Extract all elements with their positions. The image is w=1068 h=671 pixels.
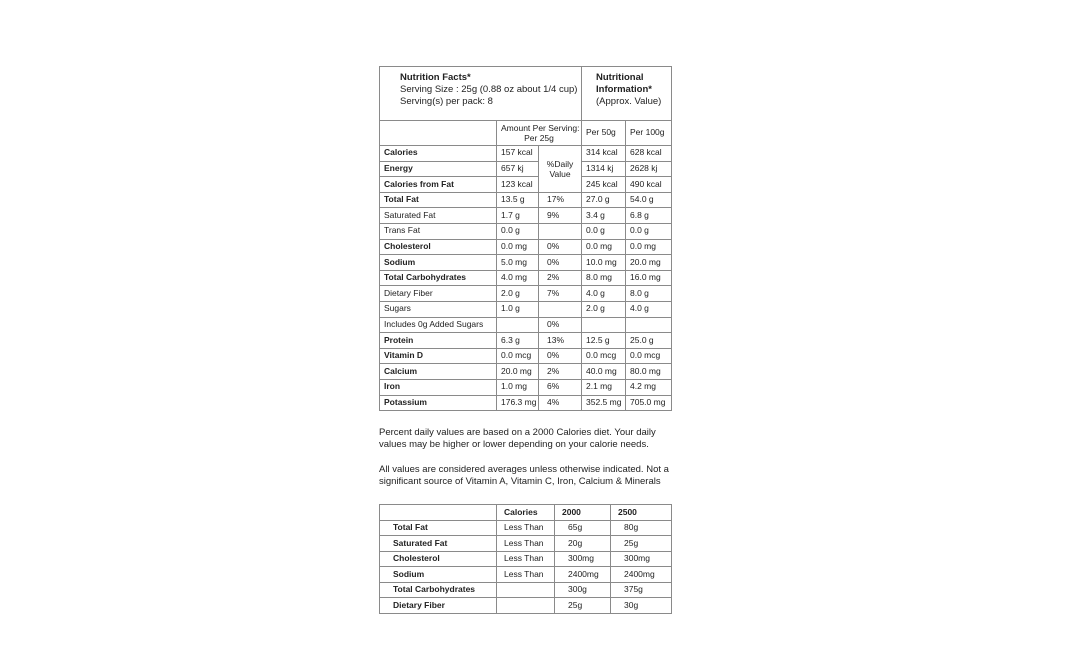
nutrient-daily-value: 2% [539,270,582,286]
nutrient-per-100g: 8.0 g [626,286,672,302]
nutrient-per-50g: 4.0 g [582,286,626,302]
nutrient-per-50g: 12.5 g [582,333,626,349]
dv-value-2500: 80g [611,520,672,536]
nutrient-per-100g: 4.0 g [626,301,672,317]
per-25g-label: Per 25g [524,133,554,143]
daily-value-row [380,551,672,567]
nutrient-row [380,208,672,224]
nutrient-name: Saturated Fat [380,208,497,224]
nutrient-per-50g: 40.0 mg [582,364,626,380]
nutrient-name: Protein [380,333,497,349]
nutrient-row [380,301,672,317]
dv-value-2500: 375g [611,582,672,598]
dv-value-2500: 300mg [611,551,672,567]
nutrient-row [380,255,672,271]
nutrient-per-100g: 628 kcal [626,146,672,162]
nutrient-daily-value: 7% [539,286,582,302]
nutrient-daily-value [539,223,582,239]
nutrient-row [380,270,672,286]
dv-value-2000: 300g [555,582,611,598]
dv-value-2000: 2400mg [555,567,611,583]
nutrient-per-100g: 54.0 g [626,192,672,208]
dv-header-2500: 2500 [611,505,672,521]
daily-value-row [380,536,672,552]
nutrient-row [380,348,672,364]
nutrient-amount: 1.0 mg [497,379,539,395]
nutrient-amount: 657 kj [497,161,539,177]
nutrient-amount: 13.5 g [497,192,539,208]
nutrient-row [380,192,672,208]
daily-value-row [380,582,672,598]
nutrient-per-50g: 2.1 mg [582,379,626,395]
nutrient-daily-value: 0% [539,317,582,333]
dv-qualifier [497,598,555,614]
percent-daily-note: Percent daily values are based on a 2000 Calories diet. Your daily values may be higher or lower depending on your calorie needs. [379,427,656,451]
nutrient-per-50g: 352.5 mg [582,395,626,411]
dv-qualifier: Less Than [497,551,555,567]
nutrient-amount: 6.3 g [497,333,539,349]
nutrient-name: Cholesterol [380,239,497,255]
nutrient-per-100g: 705.0 mg [626,395,672,411]
averages-note: All values are considered averages unless otherwise indicated. Not a significant source of Vitamin A, Vitamin C, Iron, Calcium & Minerals [379,463,669,488]
nutrient-amount: 1.7 g [497,208,539,224]
nutritional-info-header [582,67,672,121]
nutrient-per-100g: 0.0 g [626,223,672,239]
column-header-row [380,121,672,146]
nutrient-daily-value: 0% [539,239,582,255]
nutrient-per-50g: 8.0 mg [582,270,626,286]
nutrition-header-row [380,67,672,121]
nutrient-name: Dietary Fiber [380,286,497,302]
nutrient-row [380,161,672,177]
amount-per-serving-header [497,121,582,146]
daily-value-row [380,598,672,614]
serving-size: Serving Size : 25g (0.88 oz about 1/4 cup) [400,83,578,95]
nutrient-amount: 0.0 g [497,223,539,239]
dv-nutrient-name: Total Fat [380,520,497,536]
nutrient-per-50g: 27.0 g [582,192,626,208]
nutrient-row [380,379,672,395]
nutrient-daily-value: 9% [539,208,582,224]
nutrient-per-50g: 2.0 g [582,301,626,317]
daily-values-header-row [380,505,672,521]
dv-value-2500: 30g [611,598,672,614]
nutritional-info-title-1: Nutritional [596,72,644,83]
nutrient-amount: 123 kcal [497,177,539,193]
nutrient-per-100g: 20.0 mg [626,255,672,271]
nutrient-name: Calcium [380,364,497,380]
daily-value-label-1: %Daily [546,158,574,169]
nutrient-amount: 0.0 mcg [497,348,539,364]
dv-qualifier [497,582,555,598]
daily-value-label-cell [539,146,582,193]
dv-value-2000: 65g [555,520,611,536]
dv-value-2000: 300mg [555,551,611,567]
nutrient-row [380,177,672,193]
nutrient-row [380,146,672,162]
nutrient-name: Iron [380,379,497,395]
daily-value-row [380,520,672,536]
nutrient-per-100g [626,317,672,333]
nutrient-per-50g: 0.0 g [582,223,626,239]
nutrient-per-50g: 1314 kj [582,161,626,177]
nutrient-name: Total Fat [380,192,497,208]
nutrition-label-document [379,66,671,614]
nutrition-facts-table [379,66,672,411]
nutrient-amount: 0.0 mg [497,239,539,255]
nutrient-daily-value: 0% [539,255,582,271]
nutrient-row [380,317,672,333]
dv-header-calories: Calories [497,505,555,521]
dv-nutrient-name: Saturated Fat [380,536,497,552]
nutrient-name: Calories [380,146,497,162]
per-100g-header: Per 100g [626,121,672,146]
dv-nutrient-name: Sodium [380,567,497,583]
nutrient-per-50g: 0.0 mcg [582,348,626,364]
nutrient-daily-value: 0% [539,348,582,364]
nutrient-daily-value: 6% [539,379,582,395]
dv-value-2000: 20g [555,536,611,552]
nutrient-per-100g: 80.0 mg [626,364,672,380]
nutrient-amount: 157 kcal [497,146,539,162]
nutrient-amount: 4.0 mg [497,270,539,286]
nutrient-name: Vitamin D [380,348,497,364]
nutritional-info-title-2: Information* [596,83,652,95]
nutrient-row [380,364,672,380]
nutrient-daily-value: 17% [539,192,582,208]
nutrient-name: Energy [380,161,497,177]
daily-value-row [380,567,672,583]
nutrient-amount: 2.0 g [497,286,539,302]
nutrient-name: Potassium [380,395,497,411]
nutrient-daily-value: 4% [539,395,582,411]
nutrient-per-100g: 2628 kj [626,161,672,177]
nutrition-facts-header [380,67,582,121]
nutrient-row [380,333,672,349]
nutrient-row [380,395,672,411]
per-50g-header: Per 50g [582,121,626,146]
nutrient-name: Trans Fat [380,223,497,239]
blank-header-cell [380,121,497,146]
dv-value-2000: 25g [555,598,611,614]
dv-nutrient-name: Dietary Fiber [380,598,497,614]
dv-header-2000: 2000 [555,505,611,521]
nutrient-per-50g: 10.0 mg [582,255,626,271]
nutrient-daily-value [539,301,582,317]
nutrient-daily-value: 13% [539,333,582,349]
nutrient-per-100g: 0.0 mg [626,239,672,255]
dv-qualifier: Less Than [497,567,555,583]
nutrient-amount [497,317,539,333]
nutrition-facts-title: Nutrition Facts* [400,72,471,83]
dv-nutrient-name: Cholesterol [380,551,497,567]
dv-nutrient-name: Total Carbohydrates [380,582,497,598]
daily-values-table [379,504,672,614]
nutrient-name: Sodium [380,255,497,271]
nutrient-per-100g: 4.2 mg [626,379,672,395]
nutrient-row [380,223,672,239]
nutrient-amount: 20.0 mg [497,364,539,380]
nutrient-per-100g: 25.0 g [626,333,672,349]
nutrient-name: Total Carbohydrates [380,270,497,286]
approx-value-label: (Approx. Value) [596,95,662,107]
nutrient-per-100g: 0.0 mcg [626,348,672,364]
dv-header-blank [380,505,497,521]
nutrient-daily-value: 2% [539,364,582,380]
dv-qualifier: Less Than [497,520,555,536]
dv-value-2500: 25g [611,536,672,552]
dv-qualifier: Less Than [497,536,555,552]
nutrient-per-50g [582,317,626,333]
nutrient-per-100g: 6.8 g [626,208,672,224]
servings-per-pack: Serving(s) per pack: 8 [400,95,493,107]
nutrient-per-50g: 245 kcal [582,177,626,193]
nutrient-per-50g: 314 kcal [582,146,626,162]
dv-value-2500: 2400mg [611,567,672,583]
nutrient-amount: 176.3 mg [497,395,539,411]
nutrient-per-100g: 490 kcal [626,177,672,193]
nutrient-per-100g: 16.0 mg [626,270,672,286]
nutrient-row [380,286,672,302]
nutrient-name: Sugars [380,301,497,317]
amount-per-serving-label: Amount Per Serving: [501,122,580,133]
nutrient-per-50g: 0.0 mg [582,239,626,255]
nutrient-amount: 5.0 mg [497,255,539,271]
nutrient-name: Calories from Fat [380,177,497,193]
nutrient-per-50g: 3.4 g [582,208,626,224]
daily-value-label-2: Value [549,168,571,179]
nutrient-amount: 1.0 g [497,301,539,317]
nutrient-row [380,239,672,255]
nutrient-name: Includes 0g Added Sugars [380,317,497,333]
